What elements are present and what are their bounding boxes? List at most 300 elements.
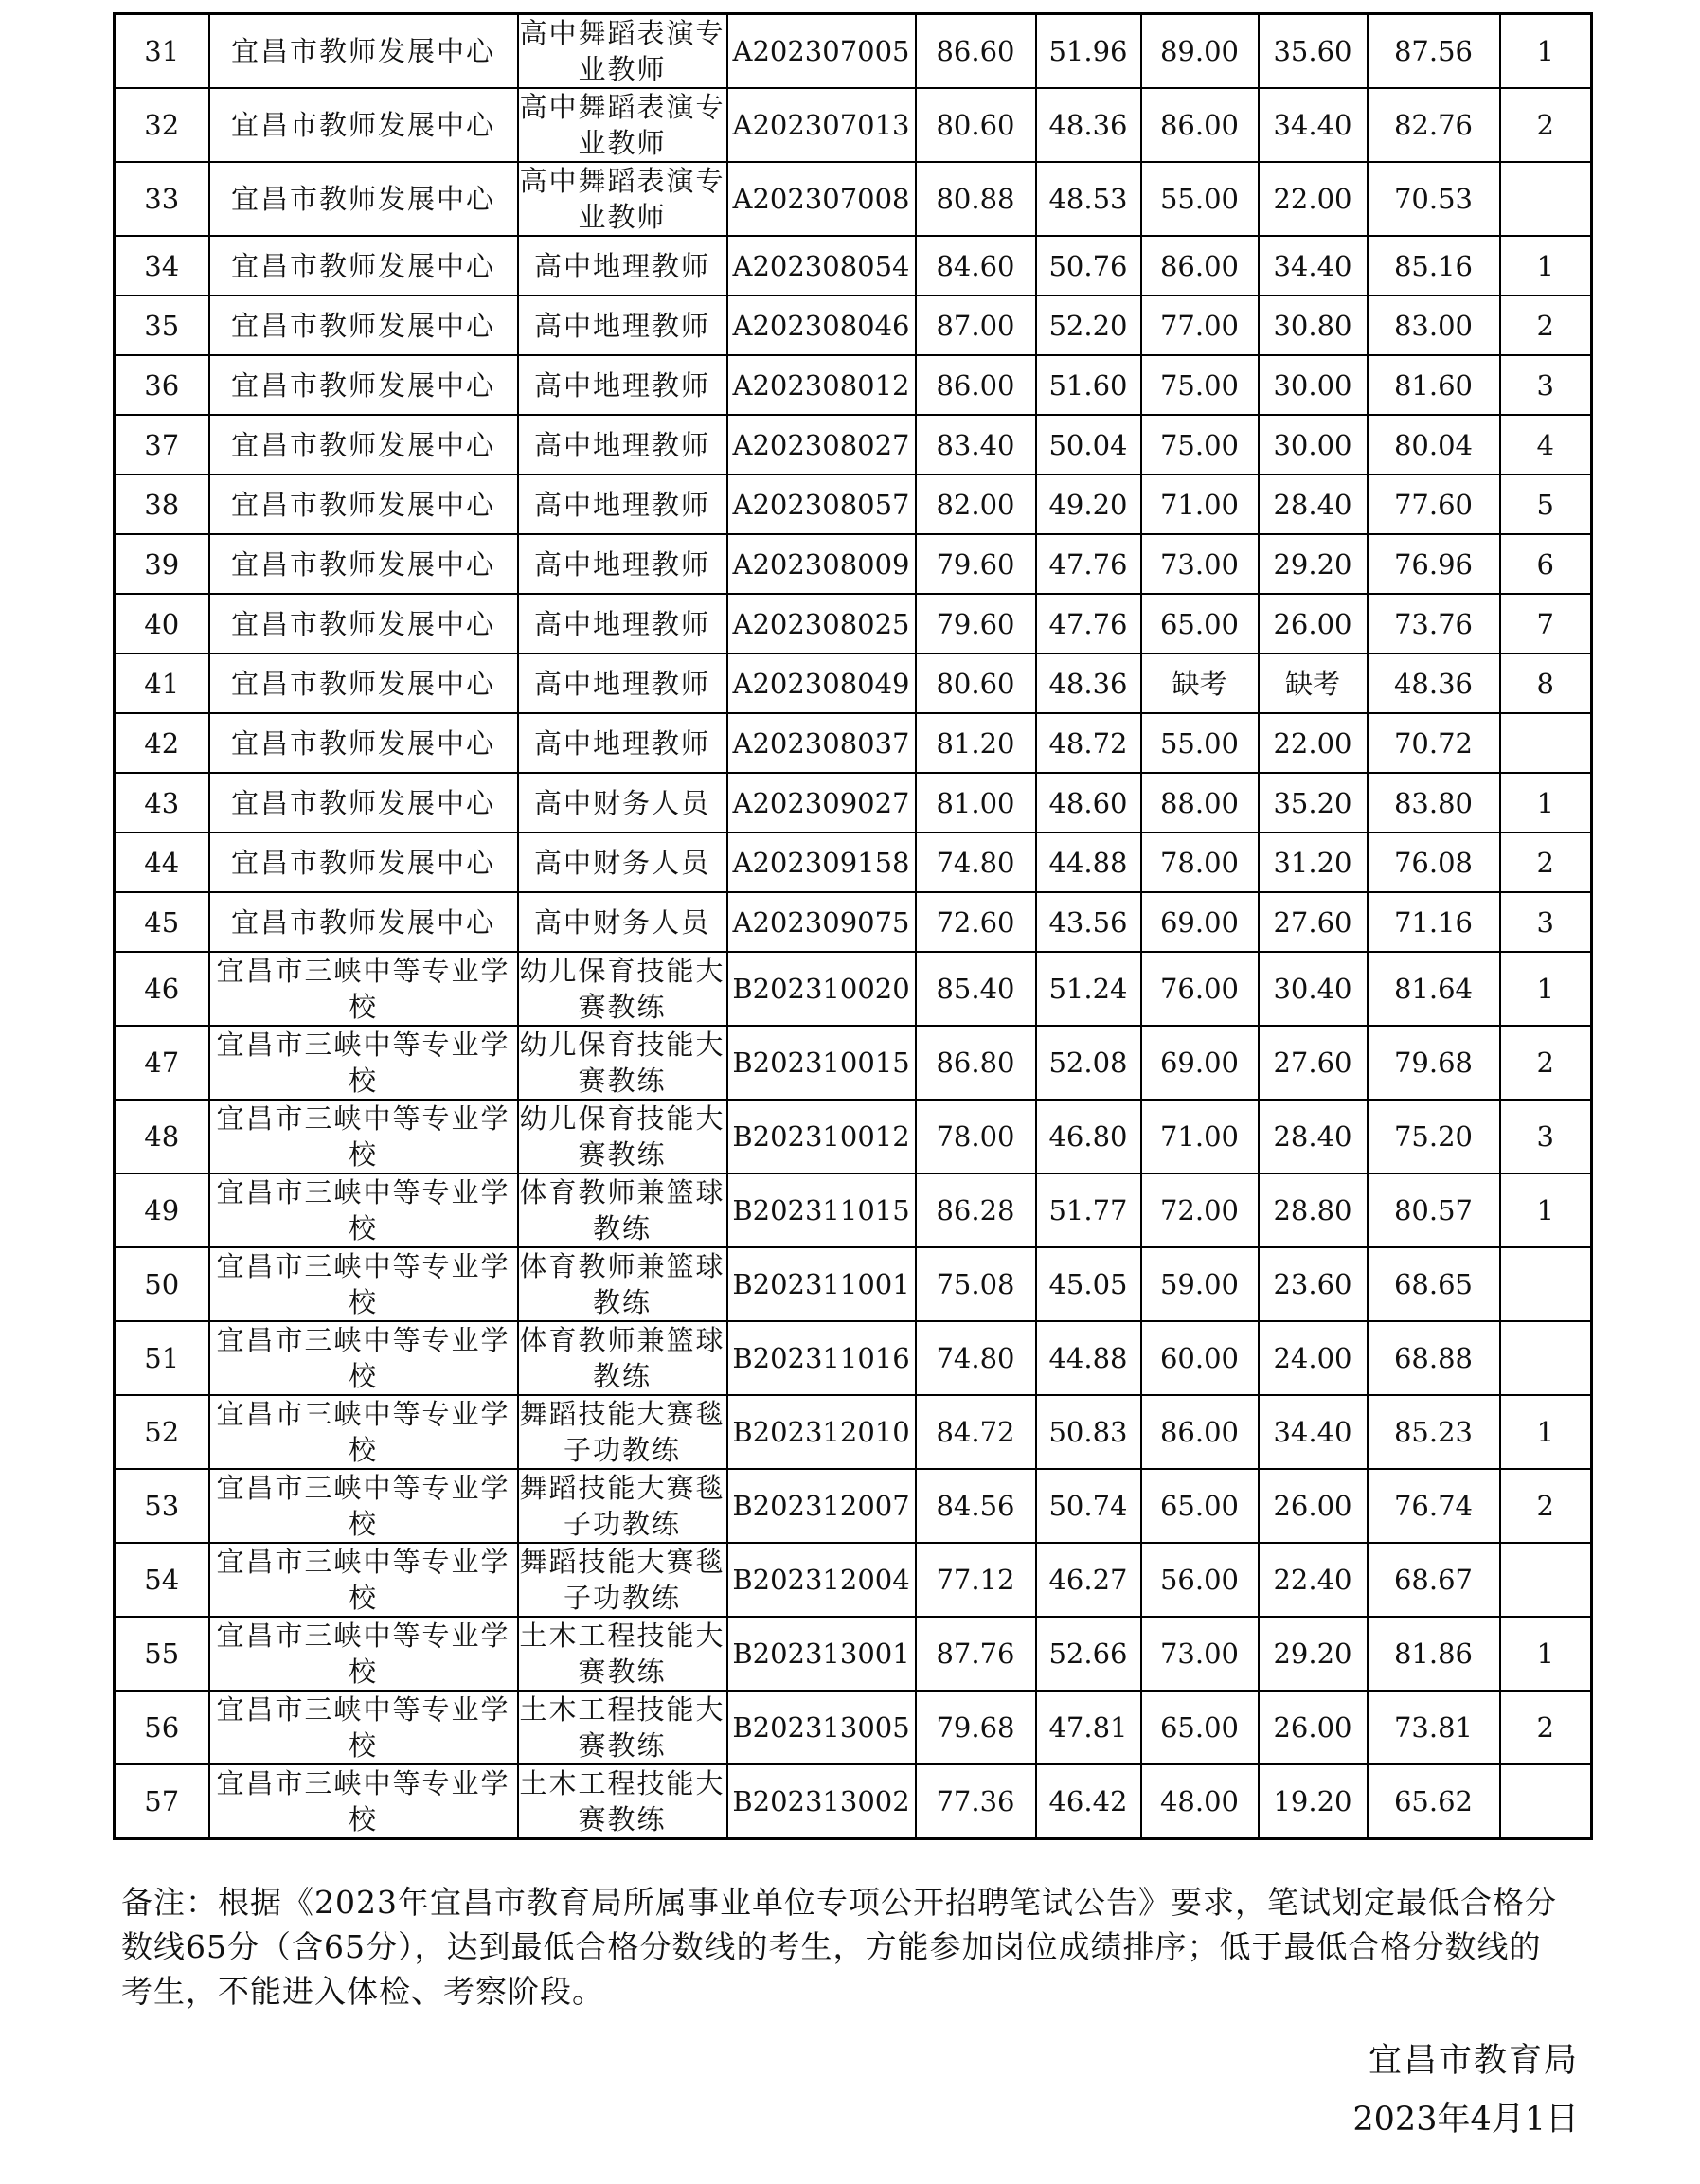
total-score-cell: 68.88	[1368, 1321, 1500, 1395]
written-score-cell: 87.00	[916, 295, 1036, 355]
interview-score-cell: 75.00	[1141, 355, 1259, 415]
interview-score-cell: 65.00	[1141, 1469, 1259, 1543]
rank-cell: 1	[1500, 952, 1592, 1026]
serial-number-cell: 42	[115, 713, 209, 773]
written-score-cell: 87.76	[916, 1617, 1036, 1691]
written-score-cell: 79.60	[916, 594, 1036, 653]
interview-weighted-cell: 22.00	[1259, 162, 1368, 236]
written-score-cell: 81.00	[916, 773, 1036, 832]
position-cell: 高中舞蹈表演专业教师	[518, 162, 727, 236]
written-weighted-cell: 51.96	[1036, 14, 1141, 89]
interview-score-cell: 48.00	[1141, 1764, 1259, 1839]
employer-cell: 宜昌市教师发展中心	[209, 594, 518, 653]
interview-weighted-cell: 34.40	[1259, 236, 1368, 295]
total-score-cell: 85.16	[1368, 236, 1500, 295]
exam-id-cell: B202313002	[727, 1764, 916, 1839]
position-cell: 体育教师兼篮球教练	[518, 1247, 727, 1321]
rank-cell: 1	[1500, 1617, 1592, 1691]
rank-cell: 2	[1500, 1469, 1592, 1543]
written-weighted-cell: 46.80	[1036, 1100, 1141, 1173]
interview-weighted-cell: 29.20	[1259, 1617, 1368, 1691]
total-score-cell: 73.76	[1368, 594, 1500, 653]
written-score-cell: 84.72	[916, 1395, 1036, 1469]
employer-cell: 宜昌市三峡中等专业学校	[209, 1026, 518, 1100]
interview-weighted-cell: 22.40	[1259, 1543, 1368, 1617]
employer-cell: 宜昌市教师发展中心	[209, 88, 518, 162]
serial-number-cell: 52	[115, 1395, 209, 1469]
rank-cell: 5	[1500, 474, 1592, 534]
serial-number-cell: 48	[115, 1100, 209, 1173]
employer-cell: 宜昌市三峡中等专业学校	[209, 1543, 518, 1617]
table-row	[115, 474, 1592, 534]
position-cell: 高中地理教师	[518, 415, 727, 474]
position-cell: 土木工程技能大赛教练	[518, 1764, 727, 1839]
table-row	[115, 832, 1592, 892]
table-row	[115, 534, 1592, 594]
exam-id-cell: A202308012	[727, 355, 916, 415]
interview-weighted-cell: 35.60	[1259, 14, 1368, 89]
serial-number-cell: 57	[115, 1764, 209, 1839]
rank-cell: 2	[1500, 88, 1592, 162]
serial-number-cell: 54	[115, 1543, 209, 1617]
written-score-cell: 77.12	[916, 1543, 1036, 1617]
rank-cell	[1500, 713, 1592, 773]
serial-number-cell: 36	[115, 355, 209, 415]
table-row	[115, 1617, 1592, 1691]
position-cell: 高中财务人员	[518, 773, 727, 832]
rank-cell: 3	[1500, 355, 1592, 415]
exam-id-cell: B202310012	[727, 1100, 916, 1173]
employer-cell: 宜昌市三峡中等专业学校	[209, 1395, 518, 1469]
position-cell: 高中地理教师	[518, 534, 727, 594]
table-row	[115, 236, 1592, 295]
employer-cell: 宜昌市三峡中等专业学校	[209, 1100, 518, 1173]
total-score-cell: 79.68	[1368, 1026, 1500, 1100]
interview-score-cell: 71.00	[1141, 474, 1259, 534]
interview-score-cell: 88.00	[1141, 773, 1259, 832]
total-score-cell: 80.04	[1368, 415, 1500, 474]
rank-cell	[1500, 1321, 1592, 1395]
total-score-cell: 65.62	[1368, 1764, 1500, 1839]
table-row	[115, 1543, 1592, 1617]
exam-id-cell: A202307013	[727, 88, 916, 162]
rank-cell: 4	[1500, 415, 1592, 474]
total-score-cell: 82.76	[1368, 88, 1500, 162]
position-cell: 高中地理教师	[518, 653, 727, 713]
written-score-cell: 84.56	[916, 1469, 1036, 1543]
table-row	[115, 653, 1592, 713]
employer-cell: 宜昌市教师发展中心	[209, 653, 518, 713]
rank-cell	[1500, 1764, 1592, 1839]
serial-number-cell: 33	[115, 162, 209, 236]
serial-number-cell: 46	[115, 952, 209, 1026]
written-weighted-cell: 51.77	[1036, 1173, 1141, 1247]
position-cell: 高中地理教师	[518, 355, 727, 415]
table-row	[115, 1469, 1592, 1543]
rank-cell: 7	[1500, 594, 1592, 653]
interview-weighted-cell: 28.40	[1259, 474, 1368, 534]
rank-cell	[1500, 1543, 1592, 1617]
serial-number-cell: 45	[115, 892, 209, 952]
written-weighted-cell: 50.76	[1036, 236, 1141, 295]
rank-cell: 2	[1500, 832, 1592, 892]
exam-id-cell: B202310015	[727, 1026, 916, 1100]
interview-score-cell: 77.00	[1141, 295, 1259, 355]
position-cell: 土木工程技能大赛教练	[518, 1691, 727, 1764]
table-body	[115, 14, 1592, 1839]
position-cell: 高中舞蹈表演专业教师	[518, 14, 727, 89]
exam-id-cell: B202311001	[727, 1247, 916, 1321]
written-score-cell: 80.88	[916, 162, 1036, 236]
exam-id-cell: A202309158	[727, 832, 916, 892]
employer-cell: 宜昌市三峡中等专业学校	[209, 1617, 518, 1691]
interview-score-cell: 73.00	[1141, 534, 1259, 594]
position-cell: 幼儿保育技能大赛教练	[518, 1100, 727, 1173]
written-score-cell: 85.40	[916, 952, 1036, 1026]
employer-cell: 宜昌市教师发展中心	[209, 474, 518, 534]
written-weighted-cell: 48.36	[1036, 88, 1141, 162]
table-row	[115, 952, 1592, 1026]
interview-weighted-cell: 23.60	[1259, 1247, 1368, 1321]
written-weighted-cell: 47.81	[1036, 1691, 1141, 1764]
written-score-cell: 78.00	[916, 1100, 1036, 1173]
written-score-cell: 86.28	[916, 1173, 1036, 1247]
written-weighted-cell: 51.60	[1036, 355, 1141, 415]
written-score-cell: 72.60	[916, 892, 1036, 952]
written-weighted-cell: 48.53	[1036, 162, 1141, 236]
interview-weighted-cell: 34.40	[1259, 1395, 1368, 1469]
written-weighted-cell: 47.76	[1036, 594, 1141, 653]
exam-id-cell: B202312007	[727, 1469, 916, 1543]
written-score-cell: 81.20	[916, 713, 1036, 773]
interview-score-cell: 71.00	[1141, 1100, 1259, 1173]
interview-score-cell: 56.00	[1141, 1543, 1259, 1617]
interview-score-cell: 69.00	[1141, 892, 1259, 952]
rank-cell	[1500, 1247, 1592, 1321]
total-score-cell: 81.86	[1368, 1617, 1500, 1691]
exam-id-cell: B202311015	[727, 1173, 916, 1247]
total-score-cell: 81.60	[1368, 355, 1500, 415]
rank-cell: 3	[1500, 1100, 1592, 1173]
position-cell: 高中地理教师	[518, 594, 727, 653]
interview-score-cell: 65.00	[1141, 594, 1259, 653]
interview-weighted-cell: 27.60	[1259, 1026, 1368, 1100]
interview-score-cell: 59.00	[1141, 1247, 1259, 1321]
employer-cell: 宜昌市教师发展中心	[209, 355, 518, 415]
interview-weighted-cell: 22.00	[1259, 713, 1368, 773]
written-weighted-cell: 46.27	[1036, 1543, 1141, 1617]
employer-cell: 宜昌市三峡中等专业学校	[209, 1173, 518, 1247]
position-cell: 高中地理教师	[518, 295, 727, 355]
exam-id-cell: B202313001	[727, 1617, 916, 1691]
position-cell: 高中地理教师	[518, 236, 727, 295]
written-weighted-cell: 50.74	[1036, 1469, 1141, 1543]
interview-weighted-cell: 26.00	[1259, 594, 1368, 653]
interview-score-cell: 73.00	[1141, 1617, 1259, 1691]
interview-weighted-cell: 26.00	[1259, 1691, 1368, 1764]
written-score-cell: 79.68	[916, 1691, 1036, 1764]
total-score-cell: 85.23	[1368, 1395, 1500, 1469]
written-weighted-cell: 46.42	[1036, 1764, 1141, 1839]
written-weighted-cell: 51.24	[1036, 952, 1141, 1026]
table-row	[115, 713, 1592, 773]
exam-id-cell: A202308046	[727, 295, 916, 355]
serial-number-cell: 38	[115, 474, 209, 534]
employer-cell: 宜昌市教师发展中心	[209, 236, 518, 295]
position-cell: 高中地理教师	[518, 713, 727, 773]
rank-cell: 1	[1500, 14, 1592, 89]
table-row	[115, 415, 1592, 474]
table-row	[115, 1026, 1592, 1100]
position-cell: 高中财务人员	[518, 892, 727, 952]
position-cell: 舞蹈技能大赛毯子功教练	[518, 1469, 727, 1543]
employer-cell: 宜昌市教师发展中心	[209, 534, 518, 594]
interview-weighted-cell: 24.00	[1259, 1321, 1368, 1395]
written-score-cell: 77.36	[916, 1764, 1036, 1839]
rank-cell	[1500, 162, 1592, 236]
table-row	[115, 88, 1592, 162]
total-score-cell: 48.36	[1368, 653, 1500, 713]
serial-number-cell: 39	[115, 534, 209, 594]
interview-weighted-cell: 31.20	[1259, 832, 1368, 892]
interview-weighted-cell: 28.80	[1259, 1173, 1368, 1247]
employer-cell: 宜昌市三峡中等专业学校	[209, 1247, 518, 1321]
total-score-cell: 81.64	[1368, 952, 1500, 1026]
interview-score-cell: 89.00	[1141, 14, 1259, 89]
position-cell: 体育教师兼篮球教练	[518, 1321, 727, 1395]
interview-weighted-cell: 30.00	[1259, 415, 1368, 474]
position-cell: 体育教师兼篮球教练	[518, 1173, 727, 1247]
employer-cell: 宜昌市三峡中等专业学校	[209, 1764, 518, 1839]
position-cell: 高中舞蹈表演专业教师	[518, 88, 727, 162]
interview-weighted-cell: 34.40	[1259, 88, 1368, 162]
position-cell: 舞蹈技能大赛毯子功教练	[518, 1395, 727, 1469]
rank-cell: 2	[1500, 295, 1592, 355]
exam-id-cell: B202313005	[727, 1691, 916, 1764]
interview-score-cell: 60.00	[1141, 1321, 1259, 1395]
exam-id-cell: B202312010	[727, 1395, 916, 1469]
written-score-cell: 83.40	[916, 415, 1036, 474]
exam-id-cell: A202309027	[727, 773, 916, 832]
score-table	[113, 12, 1593, 1840]
written-score-cell: 86.00	[916, 355, 1036, 415]
written-score-cell: 86.60	[916, 14, 1036, 89]
total-score-cell: 87.56	[1368, 14, 1500, 89]
interview-score-cell: 86.00	[1141, 1395, 1259, 1469]
written-score-cell: 84.60	[916, 236, 1036, 295]
serial-number-cell: 31	[115, 14, 209, 89]
employer-cell: 宜昌市三峡中等专业学校	[209, 1321, 518, 1395]
serial-number-cell: 44	[115, 832, 209, 892]
table-row	[115, 1395, 1592, 1469]
employer-cell: 宜昌市教师发展中心	[209, 162, 518, 236]
interview-weighted-cell: 28.40	[1259, 1100, 1368, 1173]
table-row	[115, 1100, 1592, 1173]
written-weighted-cell: 43.56	[1036, 892, 1141, 952]
interview-score-cell: 55.00	[1141, 162, 1259, 236]
written-weighted-cell: 52.66	[1036, 1617, 1141, 1691]
rank-cell: 3	[1500, 892, 1592, 952]
employer-cell: 宜昌市三峡中等专业学校	[209, 952, 518, 1026]
employer-cell: 宜昌市教师发展中心	[209, 415, 518, 474]
exam-id-cell: A202308049	[727, 653, 916, 713]
table-row	[115, 773, 1592, 832]
table-row	[115, 1173, 1592, 1247]
interview-score-cell: 76.00	[1141, 952, 1259, 1026]
written-score-cell: 80.60	[916, 88, 1036, 162]
position-cell: 幼儿保育技能大赛教练	[518, 952, 727, 1026]
table-row	[115, 1764, 1592, 1839]
exam-id-cell: A202307008	[727, 162, 916, 236]
serial-number-cell: 43	[115, 773, 209, 832]
table-row	[115, 295, 1592, 355]
serial-number-cell: 50	[115, 1247, 209, 1321]
employer-cell: 宜昌市三峡中等专业学校	[209, 1469, 518, 1543]
written-weighted-cell: 49.20	[1036, 474, 1141, 534]
interview-score-cell: 缺考	[1141, 653, 1259, 713]
serial-number-cell: 47	[115, 1026, 209, 1100]
exam-id-cell: B202311016	[727, 1321, 916, 1395]
written-weighted-cell: 50.83	[1036, 1395, 1141, 1469]
table-row	[115, 162, 1592, 236]
table-row	[115, 1691, 1592, 1764]
rank-cell: 2	[1500, 1026, 1592, 1100]
exam-id-cell: A202307005	[727, 14, 916, 89]
exam-id-cell: A202308009	[727, 534, 916, 594]
written-weighted-cell: 44.88	[1036, 1321, 1141, 1395]
rank-cell: 1	[1500, 236, 1592, 295]
rank-cell: 1	[1500, 1395, 1592, 1469]
interview-weighted-cell: 27.60	[1259, 892, 1368, 952]
employer-cell: 宜昌市教师发展中心	[209, 295, 518, 355]
interview-score-cell: 72.00	[1141, 1173, 1259, 1247]
written-weighted-cell: 48.60	[1036, 773, 1141, 832]
employer-cell: 宜昌市教师发展中心	[209, 713, 518, 773]
total-score-cell: 73.81	[1368, 1691, 1500, 1764]
interview-score-cell: 65.00	[1141, 1691, 1259, 1764]
rank-cell: 2	[1500, 1691, 1592, 1764]
interview-weighted-cell: 29.20	[1259, 534, 1368, 594]
signature-organization: 宜昌市教育局	[1368, 2042, 1579, 2080]
rank-cell: 6	[1500, 534, 1592, 594]
rank-cell: 8	[1500, 653, 1592, 713]
employer-cell: 宜昌市教师发展中心	[209, 892, 518, 952]
written-score-cell: 74.80	[916, 1321, 1036, 1395]
employer-cell: 宜昌市教师发展中心	[209, 773, 518, 832]
serial-number-cell: 34	[115, 236, 209, 295]
position-cell: 幼儿保育技能大赛教练	[518, 1026, 727, 1100]
written-weighted-cell: 47.76	[1036, 534, 1141, 594]
position-cell: 舞蹈技能大赛毯子功教练	[518, 1543, 727, 1617]
written-weighted-cell: 50.04	[1036, 415, 1141, 474]
rank-cell: 1	[1500, 1173, 1592, 1247]
rank-cell: 1	[1500, 773, 1592, 832]
signature-date: 2023年4月1日	[1352, 2101, 1579, 2139]
written-weighted-cell: 52.08	[1036, 1026, 1141, 1100]
total-score-cell: 77.60	[1368, 474, 1500, 534]
total-score-cell: 68.67	[1368, 1543, 1500, 1617]
table-row	[115, 892, 1592, 952]
exam-id-cell: A202309075	[727, 892, 916, 952]
interview-weighted-cell: 19.20	[1259, 1764, 1368, 1839]
interview-score-cell: 86.00	[1141, 88, 1259, 162]
written-score-cell: 75.08	[916, 1247, 1036, 1321]
employer-cell: 宜昌市教师发展中心	[209, 832, 518, 892]
total-score-cell: 75.20	[1368, 1100, 1500, 1173]
serial-number-cell: 32	[115, 88, 209, 162]
position-cell: 高中地理教师	[518, 474, 727, 534]
remark-note: 备注：根据《2023年宜昌市教育局所属事业单位专项公开招聘笔试公告》要求，笔试划定最低合格分数线65分（含65分），达到最低合格分数线的考生，方能参加岗位成绩排序；低于最低合格分数线的考生，不能进入体检、考察阶段。	[121, 1884, 1557, 2010]
written-score-cell: 79.60	[916, 534, 1036, 594]
table-row	[115, 594, 1592, 653]
exam-id-cell: A202308054	[727, 236, 916, 295]
written-weighted-cell: 48.72	[1036, 713, 1141, 773]
table-row	[115, 355, 1592, 415]
total-score-cell: 70.53	[1368, 162, 1500, 236]
employer-cell: 宜昌市三峡中等专业学校	[209, 1691, 518, 1764]
serial-number-cell: 35	[115, 295, 209, 355]
interview-weighted-cell: 35.20	[1259, 773, 1368, 832]
interview-weighted-cell: 30.00	[1259, 355, 1368, 415]
interview-score-cell: 55.00	[1141, 713, 1259, 773]
position-cell: 高中财务人员	[518, 832, 727, 892]
interview-score-cell: 75.00	[1141, 415, 1259, 474]
position-cell: 土木工程技能大赛教练	[518, 1617, 727, 1691]
total-score-cell: 76.74	[1368, 1469, 1500, 1543]
interview-weighted-cell: 26.00	[1259, 1469, 1368, 1543]
written-weighted-cell: 45.05	[1036, 1247, 1141, 1321]
serial-number-cell: 55	[115, 1617, 209, 1691]
serial-number-cell: 53	[115, 1469, 209, 1543]
serial-number-cell: 49	[115, 1173, 209, 1247]
written-weighted-cell: 48.36	[1036, 653, 1141, 713]
serial-number-cell: 41	[115, 653, 209, 713]
total-score-cell: 83.00	[1368, 295, 1500, 355]
written-weighted-cell: 44.88	[1036, 832, 1141, 892]
total-score-cell: 80.57	[1368, 1173, 1500, 1247]
total-score-cell: 76.08	[1368, 832, 1500, 892]
interview-score-cell: 86.00	[1141, 236, 1259, 295]
written-weighted-cell: 52.20	[1036, 295, 1141, 355]
exam-id-cell: A202308057	[727, 474, 916, 534]
written-score-cell: 82.00	[916, 474, 1036, 534]
serial-number-cell: 37	[115, 415, 209, 474]
table-row	[115, 1247, 1592, 1321]
total-score-cell: 70.72	[1368, 713, 1500, 773]
exam-id-cell: A202308025	[727, 594, 916, 653]
exam-id-cell: A202308037	[727, 713, 916, 773]
exam-id-cell: B202310020	[727, 952, 916, 1026]
total-score-cell: 71.16	[1368, 892, 1500, 952]
serial-number-cell: 56	[115, 1691, 209, 1764]
written-score-cell: 80.60	[916, 653, 1036, 713]
serial-number-cell: 40	[115, 594, 209, 653]
interview-score-cell: 78.00	[1141, 832, 1259, 892]
exam-id-cell: B202312004	[727, 1543, 916, 1617]
serial-number-cell: 51	[115, 1321, 209, 1395]
total-score-cell: 83.80	[1368, 773, 1500, 832]
exam-id-cell: A202308027	[727, 415, 916, 474]
table-row	[115, 1321, 1592, 1395]
interview-weighted-cell: 30.80	[1259, 295, 1368, 355]
interview-weighted-cell: 缺考	[1259, 653, 1368, 713]
written-score-cell: 74.80	[916, 832, 1036, 892]
interview-weighted-cell: 30.40	[1259, 952, 1368, 1026]
total-score-cell: 76.96	[1368, 534, 1500, 594]
table-row	[115, 14, 1592, 89]
total-score-cell: 68.65	[1368, 1247, 1500, 1321]
interview-score-cell: 69.00	[1141, 1026, 1259, 1100]
